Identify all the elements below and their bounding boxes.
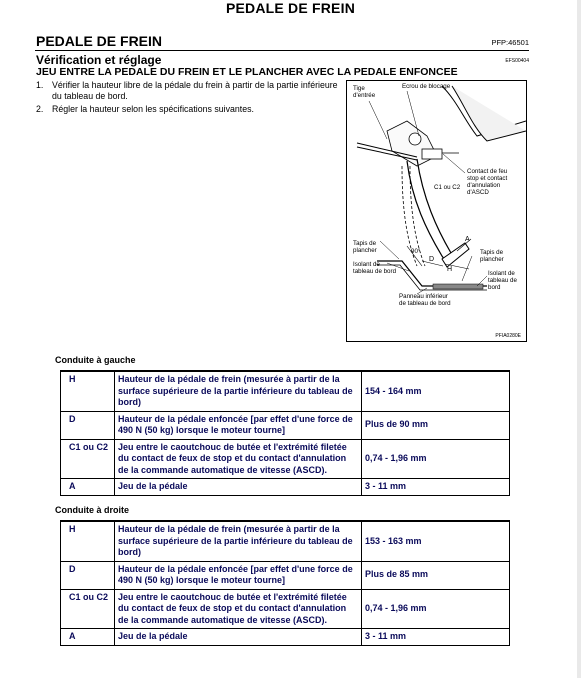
row-value: 3 - 11 mm xyxy=(362,629,510,646)
label-isolant-right-1: Isolant de xyxy=(488,270,515,277)
row-description: Jeu entre le caoutchouc de butée et l'extrémité filetée du contact de feux de stop et du contact d'annulation de la commande automatique de vitesse (ASCD). xyxy=(115,589,362,629)
label-tapis-1: Tapis de xyxy=(353,240,377,247)
row-description: Jeu entre le caoutchouc de butée et l'extrémité filetée du contact de feux de stop et du contact d'annulation de la commande automatique de vitesse (ASCD). xyxy=(115,439,362,479)
subsection-code: EFS00404 xyxy=(505,58,529,64)
step-number: 1. xyxy=(36,80,44,90)
row-value: 3 - 11 mm xyxy=(362,479,510,496)
section-divider xyxy=(35,50,529,51)
table-caption-right-hand: Conduite à droite xyxy=(55,505,129,515)
step-item xyxy=(36,80,341,102)
label-isolant-right-2: tableau de xyxy=(488,277,517,284)
figure-code: PFIA0280E xyxy=(495,333,521,339)
procedure-steps xyxy=(36,80,341,117)
table-row xyxy=(61,371,510,411)
spec-table-left-hand xyxy=(60,370,510,496)
label-isolant-1: Isolant de xyxy=(353,261,380,268)
row-key: C1 ou C2 xyxy=(61,589,115,629)
row-value: 154 - 164 mm xyxy=(362,371,510,411)
row-description: Hauteur de la pédale de frein (mesurée à partir de la surface supérieure de la partie inférieure du tableau de bord) xyxy=(115,521,362,561)
step-number: 2. xyxy=(36,104,44,114)
subsection-title: Vérification et réglage xyxy=(36,53,162,67)
row-value: Plus de 90 mm xyxy=(362,411,510,439)
row-value: 153 - 163 mm xyxy=(362,521,510,561)
section-code: PFP:46501 xyxy=(491,38,529,47)
label-contact-2: stop et contact xyxy=(467,175,508,182)
table-row xyxy=(61,629,510,646)
row-value: 0,74 - 1,96 mm xyxy=(362,439,510,479)
label-angle: 90° xyxy=(411,248,421,255)
subsection-heading: JEU ENTRE LA PEDALE DU FREIN ET LE PLANCHER AVEC LA PEDALE ENFONCEE xyxy=(36,66,458,78)
row-key: A xyxy=(61,629,115,646)
section-title: PEDALE DE FREIN xyxy=(36,33,163,49)
label-panneau-2: de tableau de bord xyxy=(399,300,451,307)
table-row xyxy=(61,439,510,479)
label-tige: Tige xyxy=(353,85,365,92)
table-caption-left-hand: Conduite à gauche xyxy=(55,355,136,365)
row-description: Jeu de la pédale xyxy=(115,629,362,646)
label-tapis-right-2: plancher xyxy=(480,256,504,263)
row-description: Jeu de la pédale xyxy=(115,479,362,496)
row-key: H xyxy=(61,371,115,411)
label-isolant-right-3: bord xyxy=(488,284,501,291)
step-text: Régler la hauteur selon les spécifications suivantes. xyxy=(52,104,254,114)
label-tapis-2: plancher xyxy=(353,247,377,254)
table-row xyxy=(61,411,510,439)
row-description: Hauteur de la pédale enfoncée [par effet d'une force de 490 N (50 kg) lorsque le moteur tourne] xyxy=(115,561,362,589)
row-key: A xyxy=(61,479,115,496)
label-dim-a: A xyxy=(465,236,470,243)
table-row xyxy=(61,561,510,589)
table-row xyxy=(61,589,510,629)
label-ecrou: Ecrou de blocage xyxy=(402,83,451,90)
page-title: PEDALE DE FREIN xyxy=(225,0,355,16)
label-dim-h: H xyxy=(447,266,453,273)
step-text: Vérifier la hauteur libre de la pédale du frein à partir de la partie inférieure du tableau de bord. xyxy=(52,80,338,101)
label-isolant-2: tableau de bord xyxy=(353,268,397,275)
label-c1c2: C1 ou C2 xyxy=(434,184,461,191)
row-value: Plus de 85 mm xyxy=(362,561,510,589)
label-contact-4: d'ASCD xyxy=(467,189,489,196)
label-dim-d: D xyxy=(429,256,435,263)
row-key: D xyxy=(61,411,115,439)
spec-table-right-hand xyxy=(60,520,510,646)
label-tapis-right-1: Tapis de xyxy=(480,249,504,256)
row-description: Hauteur de la pédale de frein (mesurée à partir de la surface supérieure de la partie inférieure du tableau de bord) xyxy=(115,371,362,411)
row-key: C1 ou C2 xyxy=(61,439,115,479)
table-row xyxy=(61,521,510,561)
label-dentree: d'entrée xyxy=(353,92,376,99)
label-contact-3: d'annulation xyxy=(467,182,501,189)
table-row xyxy=(61,479,510,496)
brake-pedal-diagram xyxy=(346,80,527,342)
row-key: H xyxy=(61,521,115,561)
row-description: Hauteur de la pédale enfoncée [par effet d'une force de 490 N (50 kg) lorsque le moteur tourne] xyxy=(115,411,362,439)
row-value: 0,74 - 1,96 mm xyxy=(362,589,510,629)
row-key: D xyxy=(61,561,115,589)
label-contact-1: Contact de feu xyxy=(467,168,508,175)
scrollbar-edge[interactable] xyxy=(577,0,581,678)
label-panneau-1: Panneau inférieur xyxy=(399,293,448,300)
step-item xyxy=(36,104,341,115)
